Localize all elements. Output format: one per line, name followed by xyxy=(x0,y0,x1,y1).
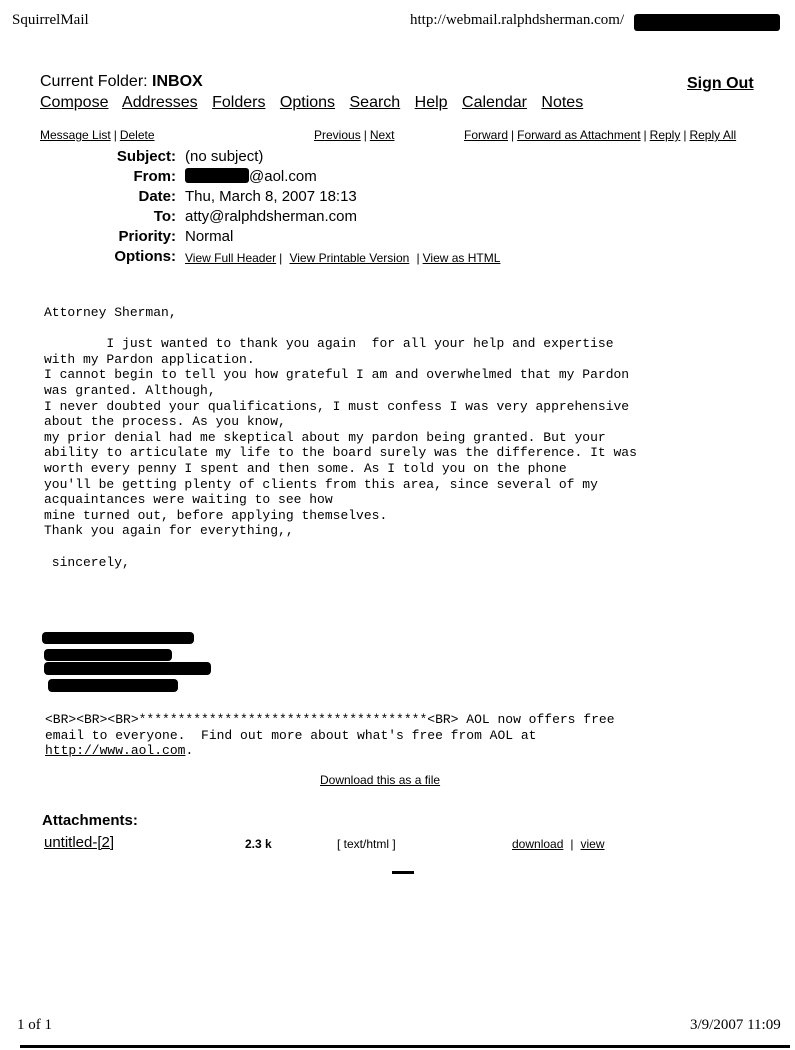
message-footer xyxy=(45,712,615,759)
attachment-size: 2.3 k xyxy=(245,837,272,851)
view-as-html-link[interactable]: View as HTML xyxy=(422,251,501,265)
menu-addresses[interactable]: Addresses xyxy=(122,94,198,111)
separator: | xyxy=(416,251,420,265)
options-label: Options: xyxy=(114,248,176,265)
menu-search[interactable]: Search xyxy=(349,94,401,111)
attachment-name-link[interactable]: untitled-[2] xyxy=(44,834,115,851)
view-printable-version-link[interactable]: View Printable Version xyxy=(289,251,410,265)
from-label: From: xyxy=(133,168,176,185)
separator: | xyxy=(363,128,367,142)
redaction-mark xyxy=(634,14,780,31)
attachment-actions xyxy=(512,837,605,851)
forward-as-attachment-link[interactable]: Forward as Attachment xyxy=(517,128,641,142)
aol-link[interactable]: http://www.aol.com xyxy=(45,743,186,759)
reply-link[interactable]: Reply xyxy=(649,128,681,142)
separator: | xyxy=(279,251,283,265)
attachment-type: [ text/html ] xyxy=(337,837,396,851)
options-links xyxy=(185,249,500,266)
footer-text: <BR><BR><BR>*************************************<BR> AOL now offers free email to everyone. Find out more about what's free from AOL at xyxy=(45,712,615,743)
print-page-number: 1 of 1 xyxy=(17,1017,52,1033)
scan-mark xyxy=(392,871,414,874)
separator: | xyxy=(113,128,117,142)
print-datetime: 3/9/2007 11:09 xyxy=(690,1017,781,1033)
download-as-file-link[interactable]: Download this as a file xyxy=(320,773,441,787)
subject-value: (no subject) xyxy=(185,148,264,165)
main-menu xyxy=(40,94,593,112)
priority-label: Priority: xyxy=(118,228,176,245)
separator: | xyxy=(643,128,647,142)
menu-folders[interactable]: Folders xyxy=(212,94,266,111)
date-value: Thu, March 8, 2007 18:13 xyxy=(185,188,357,205)
redaction-mark xyxy=(185,168,249,183)
date-label: Date: xyxy=(138,188,176,205)
attachments-title: Attachments: xyxy=(42,812,138,829)
signature-redaction xyxy=(44,649,172,661)
message-nav-right xyxy=(464,128,736,142)
subject-label: Subject: xyxy=(116,148,176,165)
sign-out-link[interactable]: Sign Out xyxy=(687,75,754,92)
menu-notes[interactable]: Notes xyxy=(541,94,584,111)
separator: | xyxy=(570,837,574,851)
current-folder-label: Current Folder: xyxy=(40,73,148,90)
from-value xyxy=(185,168,317,185)
current-folder-name: INBOX xyxy=(152,73,203,90)
print-header-url: http://webmail.ralphdsherman.com/ xyxy=(410,12,625,28)
to-label: To: xyxy=(153,208,176,225)
reply-all-link[interactable]: Reply All xyxy=(689,128,737,142)
signature-redaction xyxy=(48,679,178,692)
attachment-download-link[interactable]: download xyxy=(512,837,564,851)
current-folder xyxy=(40,73,203,91)
signature-redaction xyxy=(42,632,194,644)
page-bottom-rule xyxy=(20,1045,790,1048)
view-full-header-link[interactable]: View Full Header xyxy=(185,251,277,265)
priority-value: Normal xyxy=(185,228,234,245)
next-link[interactable]: Next xyxy=(369,128,395,142)
menu-compose[interactable]: Compose xyxy=(40,94,109,111)
print-header-title: SquirrelMail xyxy=(12,12,89,28)
menu-calendar[interactable]: Calendar xyxy=(462,94,527,111)
message-nav-left xyxy=(40,128,155,142)
previous-link[interactable]: Previous xyxy=(314,128,361,142)
signature-redaction xyxy=(44,662,211,675)
from-domain: @aol.com xyxy=(249,168,317,185)
footer-link-suffix: . xyxy=(185,743,194,759)
menu-help[interactable]: Help xyxy=(414,94,448,111)
message-list-link[interactable]: Message List xyxy=(40,128,111,142)
message-nav-mid xyxy=(314,128,395,142)
delete-link[interactable]: Delete xyxy=(119,128,155,142)
separator: | xyxy=(683,128,687,142)
menu-options[interactable]: Options xyxy=(279,94,336,111)
attachment-view-link[interactable]: view xyxy=(580,837,605,851)
message-body: Attorney Sherman, I just wanted to thank you again for all your help and expertise with my Pardon application. I cannot begin to tell you how grateful I am and overwhelmed that my Pardon was granted. Although, I never doubted your qualifications, I must confess I was very apprehensive about the process. As you know, my prior denial had me skeptical about my pardon being granted. But your ability to articulate my life to the board surely was the difference. It was worth every penny I spent and then some. As I told you on the phone you'll be getting plenty of clients from this area, since several of my acquaintances were waiting to see how mine turned out, before applying themselves. Thank you again for everything,, sincerely, xyxy=(44,305,637,570)
separator: | xyxy=(511,128,515,142)
forward-link[interactable]: Forward xyxy=(464,128,509,142)
to-value: atty@ralphdsherman.com xyxy=(185,208,357,225)
